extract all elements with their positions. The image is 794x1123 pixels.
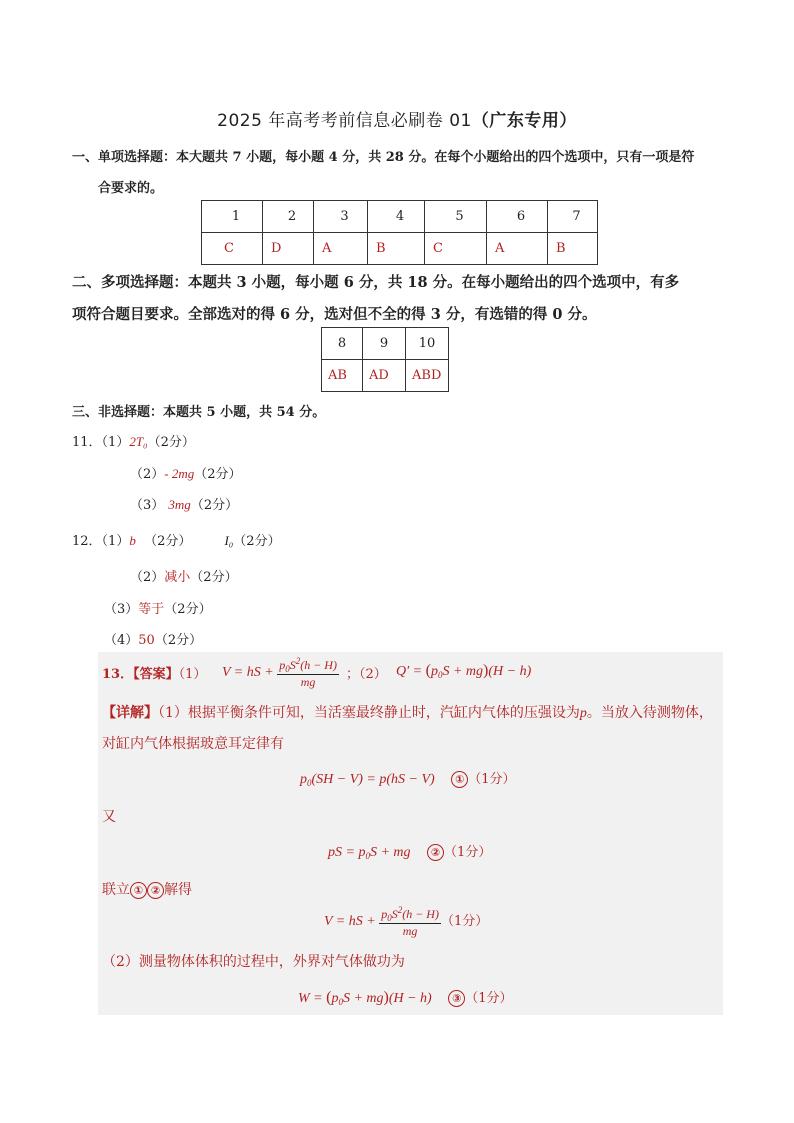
q11-part2: （2）- 2mg（2分） bbox=[130, 466, 242, 482]
table-cell: 1 bbox=[202, 201, 263, 233]
q12-part1: 12．（1）b （2分） I₀（2分） bbox=[72, 533, 281, 549]
q12-part2: （2）减小（2分） bbox=[130, 570, 238, 585]
table-cell: A bbox=[314, 233, 368, 265]
section3-heading: 三、非选择题：本题共 5 小题，共 54 分。 bbox=[72, 405, 326, 420]
table-cell: D bbox=[263, 233, 314, 265]
q13-combine: 联立 ① ② 解得 bbox=[102, 882, 192, 898]
q11-part3: （3） 3mg（2分） bbox=[130, 497, 239, 513]
page-title: 2025 年高考考前信息必刷卷 01（广东专用） bbox=[217, 111, 577, 131]
q13-detail-line2: 对缸内气体根据玻意耳定律有 bbox=[102, 736, 284, 752]
table-cell: C bbox=[202, 233, 263, 265]
table-cell: 8 bbox=[322, 328, 363, 360]
table-cell: B bbox=[368, 233, 425, 265]
q13-answer-formula2: $Q' = (p_0S + mg)(H - h)$ bbox=[396, 662, 532, 680]
table-cell: A bbox=[487, 233, 548, 265]
section1-answer-table bbox=[201, 200, 598, 265]
q13-part2-text: （2）测量物体体积的过程中，外界对气体做功为 bbox=[102, 954, 405, 970]
section2-answer-table bbox=[321, 327, 449, 392]
section1-heading: 一、单项选择题：本大题共 7 小题，每小题 4 分，共 28 分。在每个小题给出的四个选项中，只有一项是符 bbox=[72, 150, 695, 165]
table-cell: 5 bbox=[425, 201, 487, 233]
q13-answer-formula1: V = hS + $\frac{p_0S^2(h - H)}{mg}$ bbox=[222, 656, 337, 689]
q13-equation4: $W = (p_0S + mg)(H - h)$ ③ （1分） bbox=[298, 989, 513, 1007]
section2-heading-cont: 项符合题目要求。全部选对的得 6 分，选对但不全的得 3 分，有选错的得 0 分。 bbox=[72, 306, 597, 323]
q13-detail-line1: 【详解】（1）根据平衡条件可知，当活塞最终静止时，汽缸内气体的压强设为p。当放入待测物体， bbox=[102, 705, 713, 721]
table-cell: 10 bbox=[406, 328, 449, 360]
table-cell: 2 bbox=[263, 201, 314, 233]
q13-answer-sep: ；（2） bbox=[346, 667, 387, 682]
table-cell: AB bbox=[322, 360, 363, 392]
table-cell: 6 bbox=[487, 201, 548, 233]
table-cell: AD bbox=[363, 360, 406, 392]
table-cell: C bbox=[425, 233, 487, 265]
table-cell: 7 bbox=[548, 201, 598, 233]
q13-equation3: V = hS + $\frac{p_0S^2(h - H)}{mg}$ （1分） bbox=[324, 905, 489, 938]
section2-heading: 二、多项选择题：本题共 3 小题，每小题 6 分，共 18 分。在每小题给出的四个选项中，有多 bbox=[72, 274, 680, 291]
table-cell: 4 bbox=[368, 201, 425, 233]
q11-part1: 11．（1）2T₀（2分） bbox=[72, 434, 195, 450]
table-cell: 9 bbox=[363, 328, 406, 360]
q13-answer-line: 13．【答案】（1） bbox=[102, 667, 207, 682]
q13-again: 又 bbox=[102, 809, 116, 825]
table-cell: 3 bbox=[314, 201, 368, 233]
table-cell: B bbox=[548, 233, 598, 265]
q13-equation1: $p_0(SH - V) = p(hS - V)$ ① （1分） bbox=[300, 772, 516, 788]
q13-equation2: pS = $p_0S$ + mg ② （1分） bbox=[328, 845, 492, 861]
table-cell: ABD bbox=[406, 360, 449, 392]
q12-part3: （3）等于（2分） bbox=[104, 602, 212, 617]
section1-heading-cont: 合要求的。 bbox=[98, 181, 164, 196]
q12-part4: （4）50（2分） bbox=[104, 633, 203, 648]
